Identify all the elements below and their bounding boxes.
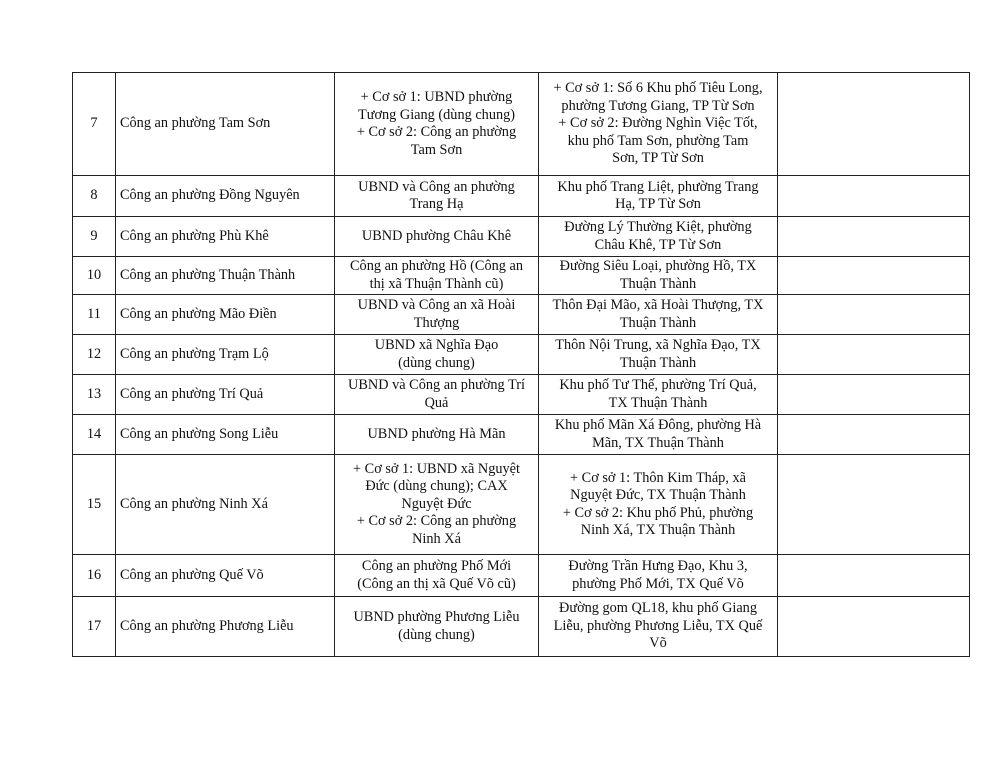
- address-line: khu phố Tam Sơn, phường Tam: [567, 132, 749, 149]
- row-number-cell: 7: [73, 73, 116, 176]
- workplace-line: UBND phường Phương Liễu: [353, 609, 520, 625]
- workplace-line: Đức (dùng chung); CAX: [365, 478, 508, 495]
- workplace-cell: [335, 375, 539, 415]
- workplace-line: UBND phường Hà Mãn: [367, 425, 506, 442]
- address-line: Thuận Thành: [619, 275, 697, 292]
- row-number-cell: 11: [73, 295, 116, 335]
- address-cell: [539, 257, 778, 295]
- address-line: Sơn, TP Từ Sơn: [612, 150, 704, 167]
- unit-name-cell: Công an phường Mão Điền: [116, 295, 335, 335]
- workplace-line: + Cơ sở 2: Công an phường: [356, 513, 517, 530]
- row-number-cell: 8: [73, 176, 116, 217]
- address-cell: [539, 597, 778, 657]
- table-row: [73, 375, 970, 415]
- table-row: [73, 415, 970, 455]
- workplace-line: Công an phường Hồ (Công an: [350, 258, 523, 274]
- unit-name-cell: Công an phường Trí Quả: [116, 375, 335, 415]
- address-cell: [539, 295, 778, 335]
- address-line: Thuận Thành: [619, 354, 697, 371]
- address-line: + Cơ sở 1: Số 6 Khu phố Tiêu Long,: [553, 80, 763, 97]
- unit-name-cell: Công an phường Phù Khê: [116, 217, 335, 257]
- workplace-line: (dùng chung): [398, 626, 475, 643]
- note-cell: [778, 295, 970, 335]
- address-line: Châu Khê, TP Từ Sơn: [594, 236, 722, 253]
- row-number-cell: 12: [73, 335, 116, 375]
- unit-name-cell: Công an phường Trạm Lộ: [116, 335, 335, 375]
- address-line: Đường Trần Hưng Đạo, Khu 3,: [568, 558, 748, 574]
- row-number-cell: 9: [73, 217, 116, 257]
- workplace-cell: [335, 295, 539, 335]
- table-row: [73, 555, 970, 597]
- workplace-line: UBND và Công an xã Hoài: [357, 297, 516, 313]
- address-line: Thôn Đại Mão, xã Hoài Thượng, TX: [552, 297, 764, 313]
- note-cell: [778, 257, 970, 295]
- note-cell: [778, 375, 970, 415]
- address-line: Khu phố Tư Thế, phường Trí Quả,: [559, 377, 757, 393]
- row-number-cell: 15: [73, 455, 116, 555]
- address-line: TX Thuận Thành: [608, 394, 708, 411]
- address-line: Mãn, TX Thuận Thành: [592, 434, 724, 451]
- unit-name-cell: Công an phường Song Liễu: [116, 415, 335, 455]
- address-line: Đường gom QL18, khu phố Giang: [559, 600, 757, 617]
- note-cell: [778, 176, 970, 217]
- address-line: Thuận Thành: [619, 314, 697, 331]
- address-line: Võ: [649, 635, 667, 652]
- workplace-cell: [335, 217, 539, 257]
- workplace-cell: [335, 335, 539, 375]
- location-table: [72, 72, 970, 657]
- table-row: [73, 455, 970, 555]
- workplace-line: Công an phường Phố Mới: [361, 558, 512, 574]
- table-body: [73, 73, 970, 657]
- address-cell: [539, 73, 778, 176]
- address-cell: [539, 176, 778, 217]
- workplace-cell: [335, 555, 539, 597]
- workplace-line: Quả: [424, 394, 449, 411]
- note-cell: [778, 455, 970, 555]
- workplace-line: UBND và Công an phường Trí: [348, 377, 525, 393]
- note-cell: [778, 73, 970, 176]
- address-cell: [539, 415, 778, 455]
- row-number-cell: 10: [73, 257, 116, 295]
- workplace-cell: [335, 257, 539, 295]
- workplace-line: Ninh Xá: [412, 530, 461, 547]
- table-row: [73, 176, 970, 217]
- address-line: Khu phố Trang Liệt, phường Trang: [557, 178, 759, 195]
- workplace-line: Nguyệt Đức: [401, 495, 472, 512]
- unit-name-cell: Công an phường Quế Võ: [116, 555, 335, 597]
- note-cell: [778, 335, 970, 375]
- address-line: + Cơ sở 1: Thôn Kim Tháp, xã: [570, 469, 746, 486]
- workplace-line: (dùng chung): [398, 354, 475, 371]
- address-cell: [539, 455, 778, 555]
- note-cell: [778, 555, 970, 597]
- workplace-line: (Công an thị xã Quế Võ cũ): [357, 575, 516, 592]
- unit-name-cell: Công an phường Tam Sơn: [116, 73, 335, 176]
- workplace-line: + Cơ sở 1: UBND xã Nguyệt: [353, 460, 520, 477]
- workplace-cell: [335, 597, 539, 657]
- table-row: [73, 295, 970, 335]
- address-line: phường Tương Giang, TP Từ Sơn: [561, 97, 755, 114]
- row-number-cell: 13: [73, 375, 116, 415]
- row-number-cell: 14: [73, 415, 116, 455]
- address-line: Ninh Xá, TX Thuận Thành: [580, 522, 736, 538]
- address-line: + Cơ sở 2: Khu phố Phủ, phường: [562, 504, 754, 521]
- address-line: + Cơ sở 2: Đường Nghìn Việc Tốt,: [558, 115, 758, 132]
- workplace-line: thị xã Thuận Thành cũ): [369, 275, 504, 292]
- address-line: Hạ, TP Từ Sơn: [615, 196, 701, 212]
- address-line: phường Phố Mới, TX Quế Võ: [572, 575, 744, 592]
- unit-name-cell: Công an phường Ninh Xá: [116, 455, 335, 555]
- workplace-cell: [335, 455, 539, 555]
- table-row: [73, 257, 970, 295]
- workplace-line: Thượng: [413, 314, 460, 331]
- address-line: Liễu, phường Phương Liễu, TX Quế: [553, 617, 763, 634]
- unit-name-cell: Công an phường Đồng Nguyên: [116, 176, 335, 217]
- workplace-line: UBND xã Nghĩa Đạo: [374, 337, 499, 353]
- table-row: [73, 217, 970, 257]
- address-cell: [539, 217, 778, 257]
- address-line: Đường Lý Thường Kiệt, phường: [564, 219, 752, 235]
- row-number-cell: 17: [73, 597, 116, 657]
- unit-name-cell: Công an phường Phương Liễu: [116, 597, 335, 657]
- address-line: Đường Siêu Loại, phường Hồ, TX: [559, 258, 757, 274]
- workplace-cell: [335, 176, 539, 217]
- workplace-line: + Cơ sở 2: Công an phường: [356, 124, 517, 140]
- note-cell: [778, 415, 970, 455]
- note-cell: [778, 597, 970, 657]
- address-cell: [539, 555, 778, 597]
- address-cell: [539, 375, 778, 415]
- workplace-line: UBND và Công an phường: [358, 178, 515, 195]
- note-cell: [778, 217, 970, 257]
- workplace-line: Trang Hạ: [409, 196, 464, 212]
- workplace-line: Tam Sơn: [410, 141, 463, 158]
- workplace-line: UBND phường Châu Khê: [361, 227, 512, 244]
- unit-name-cell: Công an phường Thuận Thành: [116, 257, 335, 295]
- table-row: [73, 73, 970, 176]
- workplace-cell: [335, 415, 539, 455]
- table-row: [73, 335, 970, 375]
- table-row: [73, 597, 970, 657]
- address-line: Nguyệt Đức, TX Thuận Thành: [570, 487, 746, 503]
- address-cell: [539, 335, 778, 375]
- row-number-cell: 16: [73, 555, 116, 597]
- workplace-line: Tương Giang (dùng chung): [357, 106, 516, 123]
- workplace-line: + Cơ sở 1: UBND phường: [360, 89, 513, 105]
- workplace-cell: [335, 73, 539, 176]
- address-line: Khu phố Mãn Xá Đông, phường Hà: [554, 417, 762, 433]
- address-line: Thôn Nội Trung, xã Nghĩa Đạo, TX: [555, 337, 761, 353]
